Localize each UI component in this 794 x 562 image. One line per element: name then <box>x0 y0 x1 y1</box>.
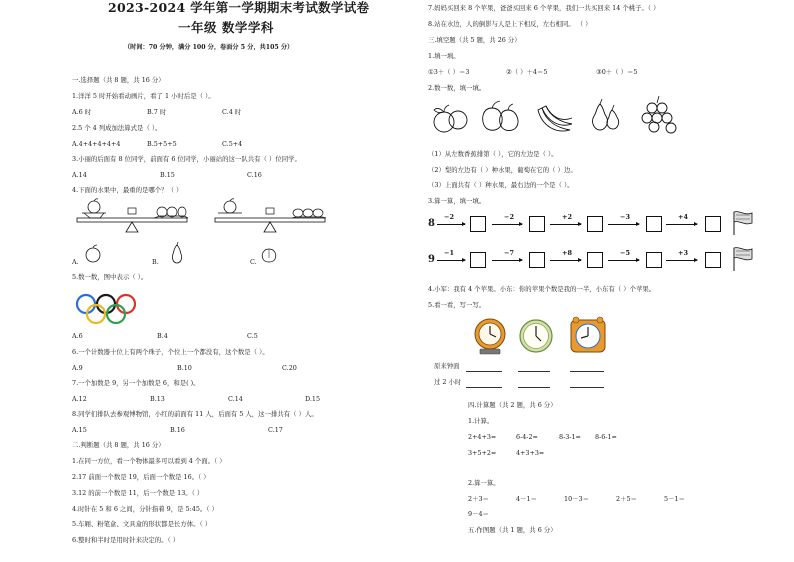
chain1-arrow <box>550 224 581 225</box>
choice-q4-a: A. <box>72 258 79 266</box>
fill-q3: 3.算一算，填一填。 <box>428 197 486 205</box>
chain2-start: 9 <box>428 254 435 265</box>
chain1-start: 8 <box>428 218 435 229</box>
chain2-answer-box[interactable] <box>705 252 721 268</box>
chain1-op: −2 <box>504 213 514 221</box>
chain1-answer-box[interactable] <box>705 216 721 232</box>
chain1-op: +2 <box>562 213 572 221</box>
choice-q5-a: A.6 <box>72 332 83 340</box>
calc-q1-item: 2+4+3= <box>468 433 497 441</box>
chain2-arrow <box>492 260 522 261</box>
chain1-arrow <box>608 224 639 225</box>
section-choice-heading: 一.选择题（共 8 题，共 16 分） <box>72 76 165 84</box>
chain2-answer-box[interactable] <box>587 252 603 268</box>
apple-icon <box>84 244 102 264</box>
chain2-answer-box[interactable] <box>646 252 662 268</box>
section-fill-heading: 三.填空题（共 5 题，共 26 分） <box>428 36 521 44</box>
calc-q2-item: 10－3＝ <box>564 495 589 503</box>
chain1-answer-box[interactable] <box>646 216 662 232</box>
chain2-answer-box[interactable] <box>470 252 486 268</box>
fill-q4: 4.小军：我有 4 个苹果。小东：你的苹果个数是我的一半，小东有（ ）个苹果。 <box>428 285 656 293</box>
banana-icon <box>534 104 574 138</box>
choice-q1-a: A.6 时 <box>72 108 92 116</box>
chain2-arrow <box>437 260 465 261</box>
exam-note: （时间：70 分钟，满分 100 分，卷面分 5 分，共105 分） <box>124 44 294 51</box>
olympic-rings-icon <box>74 292 138 328</box>
choice-q7-d: D.15 <box>305 395 321 403</box>
chain1-answer-box[interactable] <box>587 216 603 232</box>
choice-q2-b: B.5+5+5 <box>147 140 177 148</box>
calc-q1-item: 8-6-1= <box>595 433 617 441</box>
calc-q1-item: 6-4-2= <box>516 433 538 441</box>
judge-q5: 5.车厢、粉笔盒、文具盒的形状都是长方体。（ ） <box>72 520 212 528</box>
peach-icon <box>478 98 522 138</box>
choice-q1-c: C.4 时 <box>222 108 242 116</box>
fill-q2-line1: （1）从左数香蕉排第（ ），它的左边是（ ）。 <box>428 150 558 158</box>
judge-q7: 7.妈妈买回来 8 个苹果，爸爸买回来 6 个苹果，我们一共买回来 14 个桃子。（ ） <box>428 4 660 12</box>
fill-q1-item2: ②（ ）＋4＝5 <box>506 68 548 76</box>
chain2-arrow <box>550 260 581 261</box>
judge-q2: 2.17 前面一个数是 19，后面一个数是 16。（ ） <box>72 473 210 481</box>
choice-q7-c: C.14 <box>228 395 243 403</box>
chain2-answer-box[interactable] <box>529 252 545 268</box>
choice-q5: 5.数一数，图中表示（ ）。 <box>72 273 148 281</box>
calc-q2-item: 9－4＝ <box>468 510 489 518</box>
chain1-op: −2 <box>444 213 454 221</box>
chain2-op: +3 <box>678 249 688 257</box>
calc-q2-item: 2＋3＝ <box>468 495 489 503</box>
answer-blank[interactable] <box>570 370 604 372</box>
chain2-op: −5 <box>620 249 630 257</box>
chain2-op: +8 <box>562 249 572 257</box>
chain2-op: −1 <box>444 249 454 257</box>
judge-q4: 4.时针在 5 和 6 之间，分针指着 9，是 5:45。（ ） <box>72 505 218 513</box>
fill-q5: 5.看一看，写一写。 <box>428 301 486 309</box>
choice-q7-a: A.12 <box>72 395 87 403</box>
calc-q1-item: 3+5+2= <box>468 449 497 457</box>
answer-blank[interactable] <box>466 370 502 372</box>
judge-q8: 8.站在水边，人的倒影与人是上下相反，左右相同。 （ ） <box>428 20 592 28</box>
chain1-arrow <box>666 224 697 225</box>
chain1-op: +4 <box>678 213 688 221</box>
choice-q1: 1.洋洋 5 时开始看动画片，看了 1 小时后是（ ）。 <box>72 92 215 100</box>
section-draw-heading: 五.作图题（共 1 题，共 6 分） <box>468 526 557 534</box>
fill-q1-item1: ①3＋（ ）＝3 <box>428 68 470 76</box>
grapes-icon <box>638 94 682 136</box>
calc-q2: 2.算一算。 <box>468 479 500 487</box>
clock-label-after: 过 2 小时 <box>434 378 462 386</box>
exam-title: 2023-2024 学年第一学期期末考试数学试卷 <box>108 0 370 15</box>
answer-blank[interactable] <box>518 386 550 388</box>
peach-icon <box>260 246 278 264</box>
choice-q8-b: B.16 <box>170 426 185 434</box>
chain1-answer-box[interactable] <box>529 216 545 232</box>
square-clock-icon <box>568 316 608 356</box>
choice-q6: 6.一个计数器十位上有两个珠子，个位上一个都没有，这个数是（ ）。 <box>72 348 269 356</box>
choice-q8: 8.同学们排队去参观博物馆，小红的前面有 11 人，后面有 5 人，这一排共有（ ）人。 <box>72 410 318 418</box>
section-judge-heading: 二.判断题（共 8 题，共 16 分） <box>72 441 165 449</box>
choice-q5-b: B.4 <box>157 332 168 340</box>
fill-q2: 2.数一数，填一填。 <box>428 84 486 92</box>
answer-blank[interactable] <box>570 386 604 388</box>
pear-icon <box>170 242 184 264</box>
choice-q7: 7.一个加数是 9，另一个加数是 6，和是( )。 <box>72 379 200 387</box>
choice-q4-b: B. <box>152 258 159 266</box>
chain1-answer-box[interactable] <box>470 216 486 232</box>
judge-q3: 3.12 的前一个数是 11，后一个数是 13。（ ） <box>72 489 204 497</box>
choice-q6-b: B.10 <box>177 364 192 372</box>
apple-icon <box>430 98 470 138</box>
fill-q2-line2: （2）梨的左边有（ ）种水果，葡萄在它的（ ）边。 <box>428 166 577 174</box>
choice-q3-b: B.15 <box>160 171 175 179</box>
fill-q1-item3: ③0＋（ ）＝5 <box>596 68 638 76</box>
alarm-clock-icon <box>472 316 508 356</box>
choice-q2: 2.5 个 4 列成加法算式是（ ）。 <box>72 124 162 132</box>
choice-q2-a: A.4+4+4+4+4 <box>72 140 121 148</box>
choice-q8-a: A.15 <box>72 426 87 434</box>
chain2-arrow <box>666 260 697 261</box>
calc-q2-item: 5－1＝ <box>664 495 685 503</box>
fill-q2-line3: （3）上面共有（ ）种水果，最右边的一个是（ ）。 <box>428 181 574 189</box>
calc-q2-item: 4－1＝ <box>516 495 537 503</box>
chain1-arrow <box>437 224 465 225</box>
fill-q1: 1.填一填。 <box>428 52 460 60</box>
chain2-op: −7 <box>504 249 514 257</box>
balance-scale-icon <box>72 196 192 238</box>
choice-q4-c: C. <box>250 258 257 266</box>
chain1-arrow <box>492 224 522 225</box>
chain2-arrow <box>608 260 639 261</box>
choice-q3: 3.小丽的后面有 8 位同学，前面有 6 位同学，小丽站的这一队共有（ ）位同学。 <box>72 155 301 163</box>
flag-icon <box>732 246 754 272</box>
calc-q1-item: 8-3-1= <box>559 433 581 441</box>
judge-q6: 6.整时和半时是用时针来决定的。（ ） <box>72 536 180 544</box>
choice-q5-c: C.5 <box>247 332 258 340</box>
choice-q3-c: C.16 <box>247 171 262 179</box>
chain1-op: −3 <box>620 213 630 221</box>
exam-subtitle: 一年级 数学学科 <box>178 20 274 35</box>
calc-q1-item: 4+3+3= <box>516 449 545 457</box>
choice-q8-c: C.17 <box>268 426 283 434</box>
choice-q6-a: A.9 <box>72 364 83 372</box>
wall-clock-icon <box>518 318 554 354</box>
answer-blank[interactable] <box>466 386 502 388</box>
clock-label-original: 原来钟面 <box>434 362 460 370</box>
choice-q2-c: C.5+4 <box>222 140 243 148</box>
flag-icon <box>732 210 754 236</box>
answer-blank[interactable] <box>518 370 550 372</box>
choice-q7-b: B.13 <box>150 395 165 403</box>
section-calc-heading: 四.计算题（共 2 题，共 6 分） <box>468 401 557 409</box>
judge-q1: 1.在同一方位，看一个物体最多可以看到 4 个面。（ ） <box>72 457 226 465</box>
balance-scale-icon <box>210 196 330 238</box>
choice-q6-c: C.20 <box>282 364 297 372</box>
calc-q2-item: 2＋5＝ <box>616 495 637 503</box>
choice-q4: 4.下面的水果中，最重的是哪个？（ ） <box>72 186 183 194</box>
choice-q1-b: B.7 时 <box>147 108 167 116</box>
calc-q1: 1.计算。 <box>468 417 494 425</box>
choice-q3-a: A.14 <box>72 171 87 179</box>
pear-icon <box>588 96 624 136</box>
